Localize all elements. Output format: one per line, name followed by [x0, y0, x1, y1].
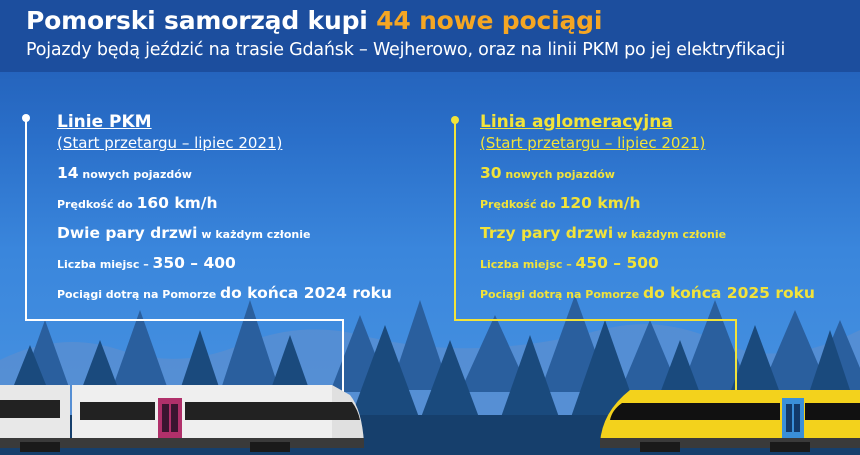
title-prefix: Pomorski samorząd kupi	[26, 6, 368, 35]
pkm-doors: Dwie pary drzwi w każdym członie	[57, 224, 311, 242]
pkm-tender-start: (Start przetargu – lipiec 2021)	[57, 134, 283, 152]
agl-speed: Prędkość do 120 km/h	[480, 194, 641, 212]
pkm-door	[158, 398, 182, 440]
agl-train	[600, 390, 860, 452]
agl-vehicle-count: 30 nowych pojazdów	[480, 164, 615, 182]
title-highlight: 44 nowe pociągi	[376, 6, 603, 35]
pkm-train	[0, 385, 364, 452]
agl-tender-start: (Start przetargu – lipiec 2021)	[480, 134, 706, 152]
agl-connector-dot	[451, 116, 459, 124]
pkm-connector-dot	[22, 114, 30, 122]
pkm-speed: Prędkość do 160 km/h	[57, 194, 218, 212]
page-title	[26, 6, 602, 35]
agl-title: Linia aglomeracyjna	[480, 112, 673, 132]
pkm-arrival: Pociągi dotrą na Pomorze do końca 2024 roku	[57, 284, 392, 302]
agl-column	[480, 112, 815, 316]
agl-door	[782, 398, 804, 440]
page-subtitle: Pojazdy będą jeździć na trasie Gdańsk – Wejherowo, oraz na linii PKM po jej elektryfikacji	[26, 40, 786, 60]
pkm-title: Linie PKM	[57, 112, 152, 132]
pkm-column	[57, 112, 392, 316]
agl-seats: Liczba miejsc – 450 – 500	[480, 254, 659, 272]
pkm-seats: Liczba miejsc – 350 – 400	[57, 254, 236, 272]
agl-arrival: Pociągi dotrą na Pomorze do końca 2025 roku	[480, 284, 815, 302]
pkm-vehicle-count: 14 nowych pojazdów	[57, 164, 192, 182]
agl-doors: Trzy pary drzwi w każdym członie	[480, 224, 727, 242]
